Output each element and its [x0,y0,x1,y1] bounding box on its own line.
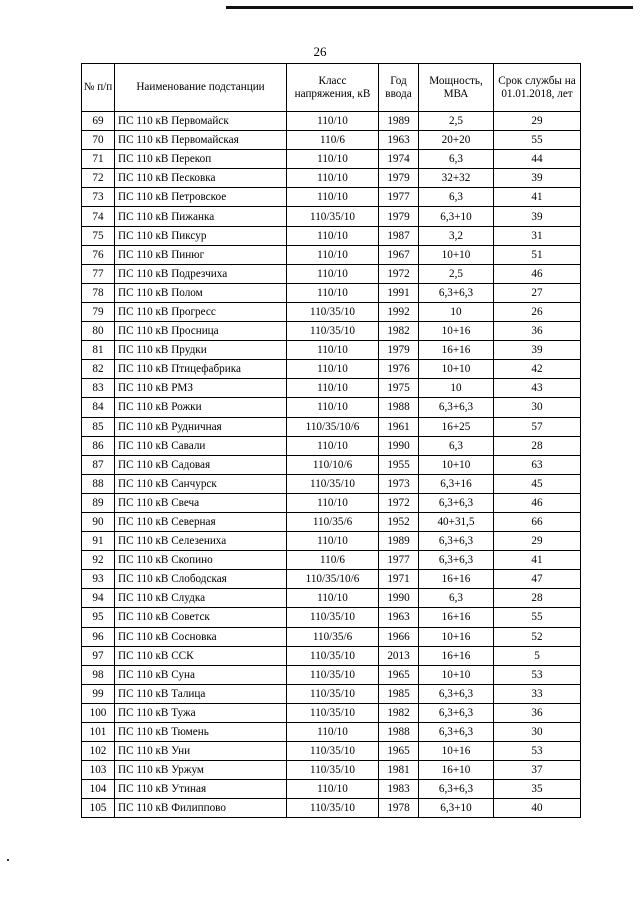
cell-power: 6,3+6,3 [419,551,494,570]
cell-voltage: 110/35/6 [287,627,379,646]
table-row [82,322,581,341]
cell-num: 78 [82,283,115,302]
table-row [82,112,581,131]
cell-service: 33 [494,684,581,703]
table-row [82,761,581,780]
table-row [82,302,581,321]
cell-service: 52 [494,627,581,646]
cell-power: 10+10 [419,360,494,379]
cell-name: ПС 110 кВ Скопино [115,551,287,570]
cell-power: 16+25 [419,417,494,436]
cell-num: 105 [82,799,115,818]
cell-power: 2,5 [419,264,494,283]
table-row [82,780,581,799]
cell-num: 93 [82,570,115,589]
cell-power: 6,3+6,3 [419,703,494,722]
cell-num: 102 [82,742,115,761]
cell-service: 29 [494,532,581,551]
table-row [82,551,581,570]
cell-power: 6,3 [419,150,494,169]
cell-year: 1990 [379,589,419,608]
cell-voltage: 110/35/10 [287,322,379,341]
table-row [82,493,581,512]
cell-name: ПС 110 кВ Прудки [115,341,287,360]
cell-service: 63 [494,455,581,474]
cell-year: 1974 [379,150,419,169]
cell-year: 1982 [379,322,419,341]
cell-service: 53 [494,742,581,761]
cell-service: 35 [494,780,581,799]
cell-power: 6,3+6,3 [419,398,494,417]
cell-service: 36 [494,703,581,722]
table-row [82,398,581,417]
cell-power: 16+16 [419,646,494,665]
cell-service: 51 [494,245,581,264]
cell-power: 10+10 [419,455,494,474]
cell-service: 29 [494,112,581,131]
cell-power: 40+31,5 [419,512,494,531]
table-row [82,646,581,665]
cell-year: 1966 [379,627,419,646]
cell-name: ПС 110 кВ Тюмень [115,723,287,742]
cell-power: 6,3+6,3 [419,684,494,703]
cell-year: 1973 [379,474,419,493]
cell-num: 80 [82,322,115,341]
cell-voltage: 110/10/6 [287,455,379,474]
cell-power: 6,3 [419,436,494,455]
cell-name: ПС 110 кВ Санчурск [115,474,287,493]
cell-service: 41 [494,188,581,207]
header-voltage: Класс напряжения, кВ [287,64,379,112]
cell-num: 69 [82,112,115,131]
cell-num: 103 [82,761,115,780]
cell-year: 1987 [379,226,419,245]
cell-year: 1976 [379,360,419,379]
cell-year: 1991 [379,283,419,302]
cell-voltage: 110/35/6 [287,512,379,531]
cell-power: 6,3+10 [419,207,494,226]
cell-voltage: 110/10 [287,360,379,379]
cell-name: ПС 110 кВ Просница [115,322,287,341]
cell-power: 10+16 [419,742,494,761]
cell-power: 10+16 [419,627,494,646]
cell-voltage: 110/35/10 [287,665,379,684]
table-row [82,226,581,245]
cell-voltage: 110/10 [287,398,379,417]
cell-name: ПС 110 кВ Садовая [115,455,287,474]
cell-year: 1977 [379,188,419,207]
cell-power: 10+10 [419,665,494,684]
cell-name: ПС 110 кВ Уржум [115,761,287,780]
table-row [82,283,581,302]
cell-num: 82 [82,360,115,379]
header-power: Мощность, МВА [419,64,494,112]
table-body [82,112,581,818]
cell-power: 6,3+6,3 [419,532,494,551]
cell-service: 27 [494,283,581,302]
cell-year: 1971 [379,570,419,589]
cell-name: ПС 110 кВ Прогресс [115,302,287,321]
cell-name: ПС 110 кВ Первомайская [115,131,287,150]
cell-power: 6,3 [419,589,494,608]
cell-year: 1992 [379,302,419,321]
cell-name: ПС 110 кВ Селезениха [115,532,287,551]
cell-num: 96 [82,627,115,646]
cell-name: ПС 110 кВ Суна [115,665,287,684]
cell-service: 30 [494,723,581,742]
table-row [82,799,581,818]
cell-service: 5 [494,646,581,665]
cell-power: 6,3 [419,188,494,207]
cell-service: 26 [494,302,581,321]
cell-name: ПС 110 кВ Талица [115,684,287,703]
cell-year: 1972 [379,264,419,283]
cell-voltage: 110/10 [287,150,379,169]
cell-voltage: 110/10 [287,436,379,455]
cell-voltage: 110/35/10 [287,761,379,780]
table-row [82,742,581,761]
cell-year: 1989 [379,532,419,551]
cell-voltage: 110/10 [287,493,379,512]
cell-num: 71 [82,150,115,169]
cell-service: 39 [494,341,581,360]
cell-power: 6,3+10 [419,799,494,818]
cell-power: 6,3+16 [419,474,494,493]
header-name: Наименование подстанции [115,64,287,112]
cell-num: 99 [82,684,115,703]
table-row [82,264,581,283]
header-service: Срок службы на 01.01.2018, лет [494,64,581,112]
cell-name: ПС 110 кВ Северная [115,512,287,531]
table-row [82,532,581,551]
table-row [82,570,581,589]
cell-voltage: 110/35/10 [287,742,379,761]
cell-power: 6,3+6,3 [419,493,494,512]
cell-num: 86 [82,436,115,455]
cell-power: 16+16 [419,570,494,589]
cell-num: 73 [82,188,115,207]
cell-service: 57 [494,417,581,436]
cell-voltage: 110/35/10 [287,608,379,627]
cell-num: 76 [82,245,115,264]
cell-year: 1961 [379,417,419,436]
table-row [82,665,581,684]
cell-num: 95 [82,608,115,627]
cell-num: 88 [82,474,115,493]
cell-voltage: 110/10 [287,723,379,742]
cell-voltage: 110/10 [287,589,379,608]
cell-name: ПС 110 кВ Утиная [115,780,287,799]
cell-voltage: 110/10 [287,264,379,283]
cell-service: 37 [494,761,581,780]
cell-year: 1965 [379,665,419,684]
table-row [82,589,581,608]
cell-voltage: 110/10 [287,169,379,188]
cell-name: ПС 110 кВ Савали [115,436,287,455]
cell-year: 1963 [379,131,419,150]
table-row [82,436,581,455]
cell-power: 20+20 [419,131,494,150]
table-row [82,684,581,703]
cell-num: 84 [82,398,115,417]
cell-voltage: 110/35/10 [287,302,379,321]
cell-voltage: 110/6 [287,551,379,570]
cell-name: ПС 110 кВ Рожки [115,398,287,417]
cell-voltage: 110/35/10 [287,474,379,493]
table-row [82,245,581,264]
cell-service: 39 [494,169,581,188]
cell-num: 85 [82,417,115,436]
cell-service: 41 [494,551,581,570]
cell-num: 77 [82,264,115,283]
cell-num: 87 [82,455,115,474]
cell-service: 31 [494,226,581,245]
cell-service: 30 [494,398,581,417]
cell-service: 46 [494,264,581,283]
cell-name: ПС 110 кВ Тужа [115,703,287,722]
page-number: 26 [313,44,327,59]
table-row [82,512,581,531]
cell-voltage: 110/35/10 [287,703,379,722]
cell-name: ПС 110 кВ Свеча [115,493,287,512]
cell-power: 6,3+6,3 [419,723,494,742]
table-row [82,131,581,150]
cell-year: 1972 [379,493,419,512]
cell-service: 53 [494,665,581,684]
cell-voltage: 110/10 [287,283,379,302]
cell-service: 46 [494,493,581,512]
cell-name: ПС 110 кВ Слудка [115,589,287,608]
cell-voltage: 110/35/10 [287,646,379,665]
cell-voltage: 110/10 [287,112,379,131]
cell-year: 1988 [379,398,419,417]
cell-num: 92 [82,551,115,570]
cell-voltage: 110/35/10/6 [287,417,379,436]
cell-year: 1990 [379,436,419,455]
cell-service: 47 [494,570,581,589]
cell-year: 1978 [379,799,419,818]
cell-service: 43 [494,379,581,398]
cell-power: 16+16 [419,608,494,627]
cell-year: 1967 [379,245,419,264]
table-row [82,150,581,169]
cell-year: 1977 [379,551,419,570]
cell-num: 89 [82,493,115,512]
table-row [82,608,581,627]
cell-voltage: 110/6 [287,131,379,150]
cell-name: ПС 110 кВ Слободская [115,570,287,589]
table-row [82,379,581,398]
cell-num: 72 [82,169,115,188]
cell-power: 2,5 [419,112,494,131]
cell-num: 91 [82,532,115,551]
table-row [82,341,581,360]
cell-name: ПС 110 кВ РМЗ [115,379,287,398]
cell-voltage: 110/35/10 [287,207,379,226]
cell-year: 1952 [379,512,419,531]
table-row [82,455,581,474]
cell-name: ПС 110 кВ Пиксур [115,226,287,245]
cell-year: 1983 [379,780,419,799]
cell-name: ПС 110 кВ Сосновка [115,627,287,646]
cell-power: 10 [419,302,494,321]
cell-year: 1981 [379,761,419,780]
cell-year: 1982 [379,703,419,722]
cell-year: 2013 [379,646,419,665]
cell-service: 55 [494,608,581,627]
cell-num: 97 [82,646,115,665]
cell-power: 10+16 [419,322,494,341]
cell-power: 32+32 [419,169,494,188]
cell-voltage: 110/35/10 [287,684,379,703]
cell-name: ПС 110 кВ Рудничная [115,417,287,436]
cell-service: 39 [494,207,581,226]
cell-name: ПС 110 кВ Советск [115,608,287,627]
cell-service: 40 [494,799,581,818]
cell-service: 55 [494,131,581,150]
table-row [82,723,581,742]
cell-num: 101 [82,723,115,742]
cell-name: ПС 110 кВ Полом [115,283,287,302]
cell-year: 1963 [379,608,419,627]
cell-name: ПС 110 кВ Пижанка [115,207,287,226]
cell-voltage: 110/35/10 [287,799,379,818]
table-row [82,703,581,722]
cell-year: 1955 [379,455,419,474]
cell-num: 100 [82,703,115,722]
cell-name: ПС 110 кВ Петровское [115,188,287,207]
cell-num: 79 [82,302,115,321]
top-rule [226,6,633,9]
cell-name: ПС 110 кВ Филиппово [115,799,287,818]
cell-voltage: 110/10 [287,379,379,398]
table-row [82,474,581,493]
table-row [82,360,581,379]
cell-voltage: 110/10 [287,245,379,264]
cell-voltage: 110/10 [287,226,379,245]
header-num: № п/п [82,64,115,112]
cell-name: ПС 110 кВ Подрезчиха [115,264,287,283]
cell-service: 44 [494,150,581,169]
cell-name: ПС 110 кВ Перекоп [115,150,287,169]
cell-name: ПС 110 кВ ССК [115,646,287,665]
cell-year: 1979 [379,207,419,226]
cell-name: ПС 110 кВ Первомайск [115,112,287,131]
cell-num: 75 [82,226,115,245]
cell-voltage: 110/10 [287,188,379,207]
cell-year: 1975 [379,379,419,398]
cell-service: 42 [494,360,581,379]
cell-year: 1989 [379,112,419,131]
cell-power: 10 [419,379,494,398]
cell-num: 104 [82,780,115,799]
cell-service: 45 [494,474,581,493]
cell-num: 94 [82,589,115,608]
cell-power: 10+10 [419,245,494,264]
table-row [82,627,581,646]
cell-num: 74 [82,207,115,226]
cell-num: 90 [82,512,115,531]
cell-year: 1985 [379,684,419,703]
cell-power: 16+10 [419,761,494,780]
cell-service: 66 [494,512,581,531]
header-year: Год ввода [379,64,419,112]
cell-num: 83 [82,379,115,398]
cell-name: ПС 110 кВ Уни [115,742,287,761]
cell-voltage: 110/10 [287,780,379,799]
scan-speck [7,859,9,861]
table-row [82,207,581,226]
table-row [82,169,581,188]
cell-power: 3,2 [419,226,494,245]
cell-service: 36 [494,322,581,341]
cell-num: 70 [82,131,115,150]
cell-voltage: 110/10 [287,532,379,551]
cell-year: 1965 [379,742,419,761]
cell-power: 6,3+6,3 [419,780,494,799]
cell-power: 6,3+6,3 [419,283,494,302]
cell-service: 28 [494,436,581,455]
cell-name: ПС 110 кВ Птицефабрика [115,360,287,379]
cell-name: ПС 110 кВ Песковка [115,169,287,188]
cell-year: 1979 [379,169,419,188]
cell-num: 81 [82,341,115,360]
cell-service: 28 [494,589,581,608]
cell-voltage: 110/10 [287,341,379,360]
cell-num: 98 [82,665,115,684]
cell-year: 1988 [379,723,419,742]
substations-table [81,63,581,818]
table-row [82,417,581,436]
cell-voltage: 110/35/10/6 [287,570,379,589]
cell-name: ПС 110 кВ Пинюг [115,245,287,264]
cell-power: 16+16 [419,341,494,360]
table-row [82,188,581,207]
table-header-row [82,64,581,112]
cell-year: 1979 [379,341,419,360]
